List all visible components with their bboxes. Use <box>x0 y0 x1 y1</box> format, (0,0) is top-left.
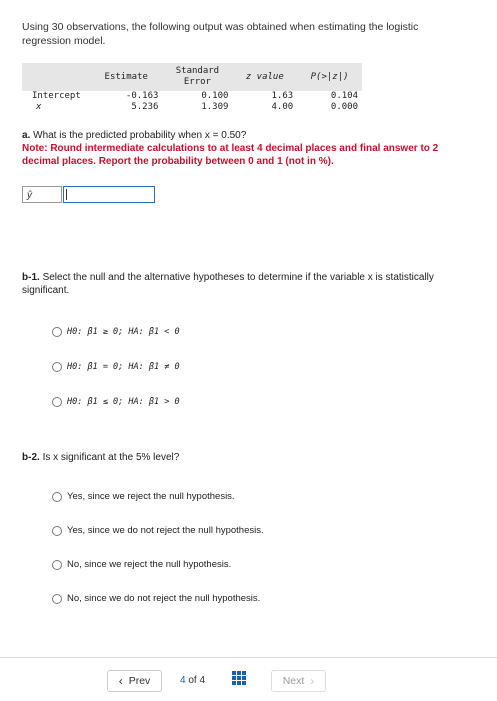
page-current: 4 <box>180 675 186 686</box>
header-z-value: z value <box>245 71 284 82</box>
part-b1-prefix: b-1. <box>22 272 40 283</box>
prev-label: Prev <box>128 675 151 687</box>
radio-button[interactable] <box>52 492 62 502</box>
significance-option-3[interactable] <box>52 559 231 570</box>
radio-button[interactable] <box>52 362 62 372</box>
prev-button[interactable] <box>107 670 162 692</box>
cell-z: 1.63 <box>271 91 294 101</box>
regression-output-table <box>22 63 362 113</box>
hypothesis-option-label: H0: β1 ≥ 0; HA: β1 < 0 <box>67 327 180 337</box>
cell-p: 0.104 <box>330 91 358 101</box>
next-button[interactable] <box>271 670 326 692</box>
intro-text: Using 30 observations, the following output was obtained when estimating the logistic regression model. <box>22 21 419 47</box>
cell-z: 4.00 <box>271 102 294 112</box>
row-label: Intercept <box>32 91 81 101</box>
cell-estimate: -0.163 <box>125 91 159 101</box>
radio-button[interactable] <box>52 594 62 604</box>
radio-button[interactable] <box>52 397 62 407</box>
part-b2-text: Is x significant at the 5% level? <box>42 452 180 463</box>
significance-option-label: No, since we do not reject the null hypothesis. <box>67 593 261 604</box>
hypothesis-option-label: H0: β1 = 0; HA: β1 ≠ 0 <box>67 362 180 372</box>
hypothesis-option-2[interactable] <box>52 362 180 372</box>
page-indicator <box>180 675 205 686</box>
row-label: x <box>36 102 42 112</box>
part-a-text: What is the predicted probability when x = 0.50? <box>33 130 247 141</box>
cell-p: 0.000 <box>330 102 358 112</box>
part-b2-question <box>22 452 179 463</box>
part-b2-prefix: b-2. <box>22 452 40 463</box>
header-standard-error: Standard Error <box>175 66 220 87</box>
next-label: Next <box>282 675 305 687</box>
header-blank <box>22 63 90 91</box>
probability-input[interactable] <box>63 186 155 203</box>
significance-option-label: No, since we reject the null hypothesis. <box>67 559 232 570</box>
part-a-prefix: a. <box>22 130 31 141</box>
hypothesis-option-1[interactable] <box>52 327 180 337</box>
hypothesis-option-label: H0: β1 ≤ 0; HA: β1 > 0 <box>67 397 180 407</box>
significance-option-label: Yes, since we do not reject the null hypothesis. <box>67 525 264 536</box>
radio-button[interactable] <box>52 560 62 570</box>
y-hat-label: ŷ <box>22 186 62 203</box>
part-a-note: Note: Round intermediate calculations to at least 4 decimal places and final answer to 2 decimal places. Report the probability between 0 and 1 (not in %). <box>22 143 439 167</box>
table-row <box>22 102 362 113</box>
hypothesis-option-3[interactable] <box>52 397 180 407</box>
radio-button[interactable] <box>52 526 62 536</box>
part-a-question <box>22 129 472 168</box>
radio-button[interactable] <box>52 327 62 337</box>
navigation-footer <box>0 657 497 701</box>
cell-se: 1.309 <box>201 102 229 112</box>
page-of: of <box>188 675 197 686</box>
significance-option-1[interactable] <box>52 491 235 502</box>
header-p-value: P(>|z|) <box>310 71 349 82</box>
cell-estimate: 5.236 <box>131 102 159 112</box>
grid-icon[interactable] <box>232 671 247 686</box>
significance-option-label: Yes, since we reject the null hypothesis. <box>67 491 235 502</box>
part-b1-question <box>22 271 472 297</box>
header-estimate: Estimate <box>104 71 148 82</box>
chevron-right-icon: › <box>310 674 315 688</box>
table-row <box>22 91 362 102</box>
chevron-left-icon: ‹ <box>118 674 123 688</box>
cell-se: 0.100 <box>201 91 229 101</box>
page-total: 4 <box>199 675 206 686</box>
significance-option-2[interactable] <box>52 525 264 536</box>
significance-option-4[interactable] <box>52 593 260 604</box>
part-b1-text: Select the null and the alternative hypotheses to determine if the variable x is statistically significant. <box>22 272 434 296</box>
